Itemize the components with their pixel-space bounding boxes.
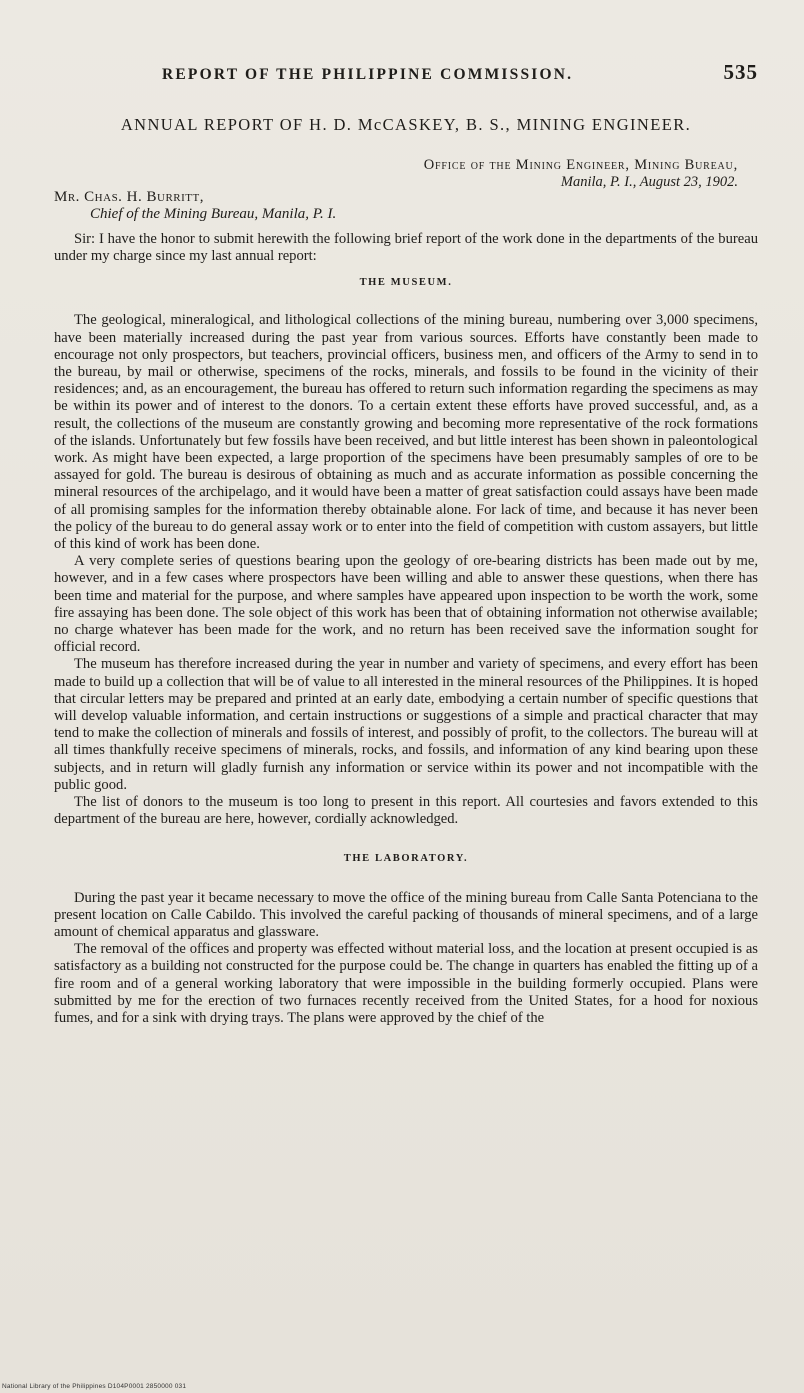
running-header [54, 60, 758, 85]
office-line: Office of the Mining Engineer, Mining Bureau, [423, 157, 738, 173]
museum-paragraph-1: The geological, mineralogical, and lithological collections of the mining bureau, numbering over 3,000 specimens, have been materially increased during the past year from various sources. Efforts have constantly been made to encourage not only prospectors, but teachers, provincial officers, business men, and officers of the Army to send in to the bureau, by mail or otherwise, specimens of the rocks, minerals, and fossils to be found in the vicinity of their residences; and, as an encouragement, the bureau has offered to return such information regarding the specimens as may be within its power and of interest to the donors. To a certain extent these efforts have proved successful, and, as a result, the collections of the museum are constantly growing and becoming more representative of the rock formations of the islands. Unfortunately but few fossils have been received, and but little interest has been shown in paleontological work. As might have been expected, a large proportion of the specimens have been presumably samples of ore to be assayed for gold. The bureau is desirous of obtaining as much and as accurate information as possible concerning the mineral resources of the archipelago, and it would have been a matter of great satisfaction could assays have been made of all promising samples for the information thereby obtainable alone. For lack of time, and because it has never been the policy of the bureau to do general assay work or to enter into the field of competition with custom assayers, but little of this kind of work has been done. [54, 312, 758, 553]
museum-paragraph-3: The museum has therefore increased during the year in number and variety of specimens, and every effort has been made to build up a collection that will be of value to all interested in the mineral resources of the Philippines. It is hoped that circular letters may be prepared and printed at an early date, embodying a certain number of specific questions that will develop valuable information, and certain instructions or suggestions of a simple and practical character that may tend to make the collection of minerals and fossils of interest, and possibly of profit, to the collectors. The bureau will at all times thankfully receive specimens of minerals, rocks, and fossils, and information of any kind bearing upon these subjects, and in return will gladly furnish any information or service within its power and not incompatible with the public good. [54, 656, 758, 793]
report-title: ANNUAL REPORT OF H. D. McCASKEY, B. S., MINING ENGINEER. [120, 115, 692, 134]
section-heading-laboratory: THE LABORATORY. [343, 852, 469, 864]
section-heading-museum: THE MUSEUM. [359, 277, 453, 289]
laboratory-paragraph-1: During the past year it became necessary to move the office of the mining bureau from Calle Santa Potenciana to the present location on Calle Cabildo. This involved the careful packing of thousands of mineral specimens, and of a large amount of chemical apparatus and glassware. [54, 889, 758, 940]
office-date-line: Manila, P. I., August 23, 1902. [560, 174, 738, 190]
museum-paragraph-2: A very complete series of questions bearing upon the geology of ore-bearing districts has been made out by me, however, and in a few cases where prospectors have been willing and able to answer these questions, when there has been time and material for the purpose, and where samples have appeared upon inspection to be worth the work, some fire assaying has been done. The sole object of this work has been that of obtaining information not otherwise available; no charge whatever has been made for the work, and no return has been received save the information sought for official record. [54, 553, 758, 656]
addressee-name: Mr. Chas. H. Burritt, [54, 189, 204, 205]
salutation-paragraph: Sir: I have the honor to submit herewith the following brief report of the work done in the departments of the bureau under my charge since my last annual report: [54, 231, 758, 265]
scan-footer: National Library of the Philippines D104P0001 2850000 031 [2, 1383, 187, 1390]
addressee-role: Chief of the Mining Bureau, Manila, P. I. [90, 206, 337, 222]
addressee [54, 189, 758, 223]
museum-paragraph-4: The list of donors to the museum is too long to present in this report. All courtesies and favors extended to this department of the bureau are here, however, cordially acknowledged. [54, 794, 758, 828]
laboratory-paragraph-2: The removal of the offices and property was effected without material loss, and the location at present occupied is as satisfactory as a building not constructed for the purpose could be. The change in quarters has enabled the fitting up of a fire room and of a general working laboratory that were impossible in the building formerly occupied. Plans were submitted by me for the erection of two furnaces recently received from the United States, for a hood for noxious fumes, and for a sink with drying trays. The plans were approved by the chief of the [54, 941, 758, 1026]
page-number: 535 [723, 60, 758, 84]
running-title: REPORT OF THE PHILIPPINE COMMISSION. [162, 66, 574, 83]
office-address [54, 157, 738, 191]
